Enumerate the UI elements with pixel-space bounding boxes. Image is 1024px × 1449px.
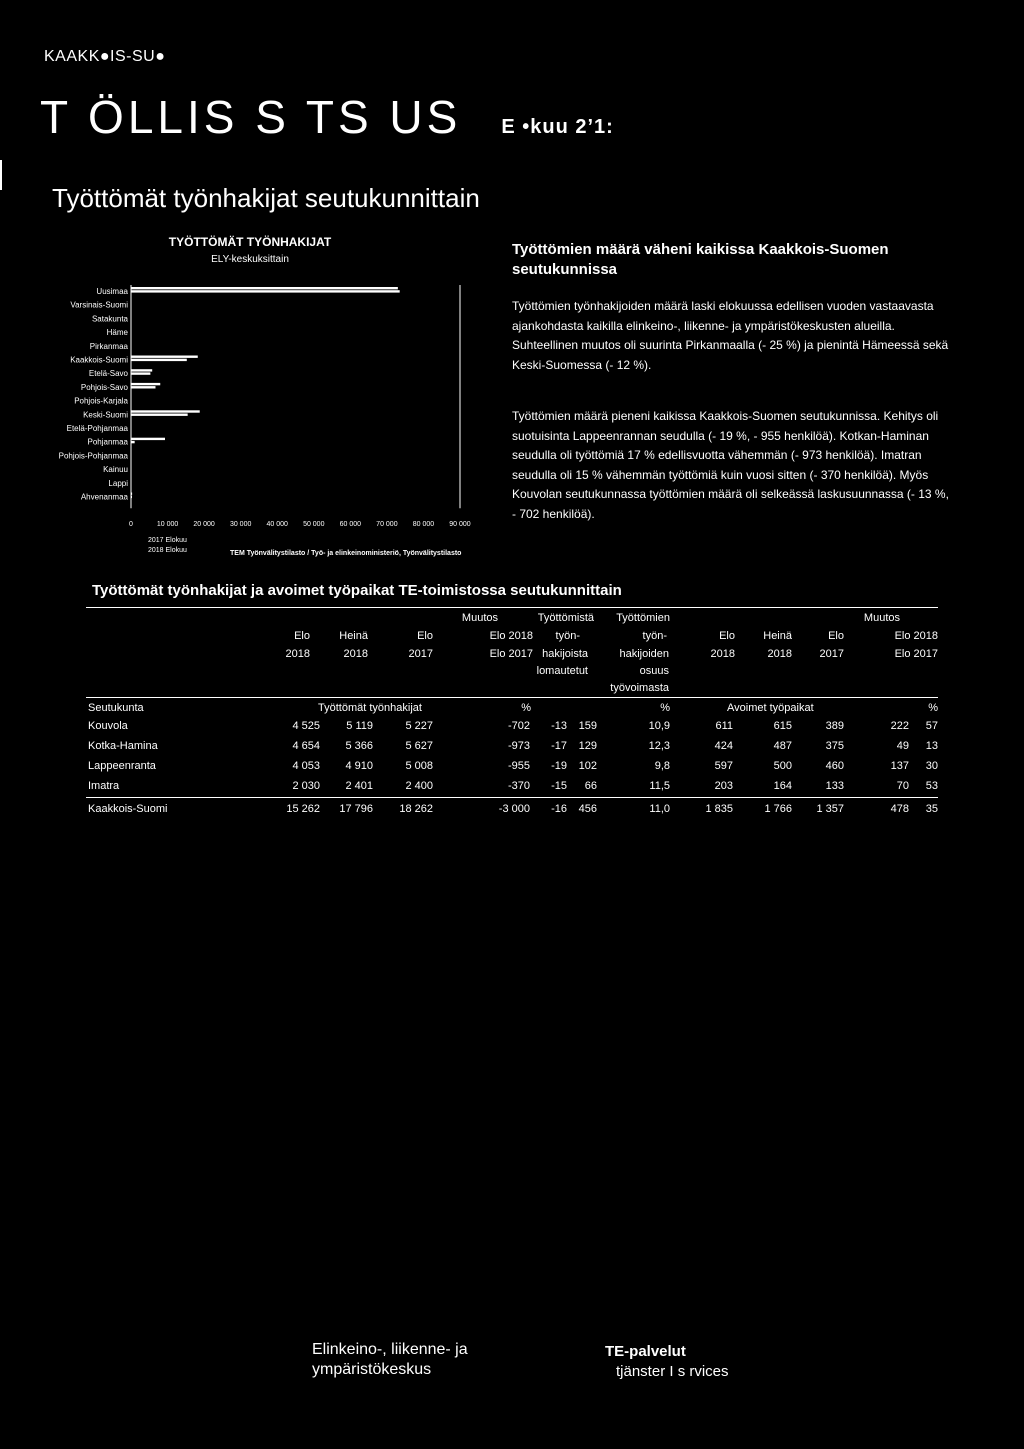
header-year-2018: 2018	[285, 648, 310, 660]
table-cell: -973	[507, 740, 530, 752]
right-heading: Työttömien määrä väheni kaikissa Kaakkois-Suomen seutukunnissa	[512, 241, 889, 278]
table-row-name: Lappeenranta	[88, 760, 156, 772]
bar	[131, 287, 398, 289]
table-cell: 4 525	[292, 720, 320, 732]
header-seutukunta: Seutukunta	[88, 702, 144, 714]
table-cell: 1 835	[705, 803, 733, 815]
category-label: Etelä-Pohjanmaa	[66, 424, 128, 433]
left-rule	[0, 160, 2, 190]
table-cell: 5 627	[405, 740, 433, 752]
x-tick-label: 10 000	[156, 521, 179, 529]
bar	[131, 441, 135, 443]
table-cell: 13	[925, 740, 938, 752]
table-cell: 11,5	[649, 780, 670, 792]
table-cell: 35	[925, 803, 938, 815]
x-tick-label: 60 000	[339, 521, 362, 529]
category-label: Häme	[106, 328, 128, 338]
table-cell: -19	[551, 760, 567, 772]
header-avoimet-tyopaikat: Avoimet työpaikat	[727, 702, 814, 714]
table-cell: 49	[896, 740, 909, 752]
table-cell: 70	[896, 780, 909, 792]
category-label: Varsinais-Suomi	[70, 300, 128, 310]
table-cell: 9,8	[654, 760, 670, 772]
table-cell: -370	[507, 780, 530, 792]
x-tick-label: 40 000	[266, 521, 288, 529]
bar	[131, 493, 132, 495]
category-label: Pohjois-Savo	[80, 382, 128, 392]
bar	[131, 438, 165, 440]
main-title-month: E •kuu 2’1:	[501, 116, 614, 138]
table-cell: 18 262	[399, 803, 433, 815]
header-tyovoimasta: työvoimasta	[610, 682, 669, 694]
header-elo-2b: Elo	[828, 630, 844, 642]
table-cell: 375	[825, 740, 844, 752]
header-muutos: Muutos	[461, 612, 498, 624]
x-tick-label: 30 000	[229, 521, 252, 529]
table-cell: -3 000	[498, 803, 530, 815]
table-cell: 4 654	[292, 740, 320, 752]
table-rule-top	[86, 607, 938, 608]
category-label: Pohjois-Karjala	[74, 396, 128, 406]
table-cell: 597	[714, 760, 733, 772]
table-cell: 57	[925, 720, 938, 732]
table-row-name: Imatra	[88, 780, 120, 792]
table-cell: -16	[551, 803, 567, 815]
category-label: Pirkanmaa	[89, 341, 128, 351]
chart-title: TYÖTTÖMÄT TYÖNHAKIJAT	[168, 235, 332, 249]
table-cell: 2 030	[292, 780, 320, 792]
table-cell: -702	[507, 720, 530, 732]
table-cell: 17 796	[339, 803, 373, 815]
category-label: Satakunta	[91, 314, 128, 324]
table-cell: 53	[925, 780, 938, 792]
ely-logo-line-1: Elinkeino-, liikenne- ja	[312, 1341, 468, 1358]
bar	[131, 359, 187, 361]
category-label: Kaakkois-Suomi	[70, 355, 128, 365]
table-cell: 15 262	[286, 803, 320, 815]
ely-logo-text	[312, 1340, 468, 1380]
header-year-2018-c: 2018	[710, 648, 735, 660]
table-cell: 4 053	[292, 760, 320, 772]
table-rule-mid	[86, 697, 938, 698]
header-pct-3: %	[928, 702, 938, 714]
bar	[131, 496, 132, 498]
table-cell: 164	[773, 780, 792, 792]
table-cell: 500	[773, 760, 792, 772]
x-tick-label: 0	[129, 521, 133, 529]
header-elo-b: Elo	[417, 630, 433, 642]
x-tick-label: 70 000	[376, 521, 398, 529]
right-paragraph-1: Työttömien työnhakijoiden määrä laski elokuussa edellisen vuoden vastaavasta ajankohdasta kaikilla elinkeino-, liikenne- ja ympäristökeskusten alueilla. Suhteellinen muutos oli suurinta Pirkanmaalla (- 25 %) ja pienintä Hämeessä sekä Keski-Suomessa (- 12 %).	[512, 299, 949, 372]
category-label: Pohjanmaa	[87, 437, 128, 447]
header-year-2018-b: 2018	[343, 648, 368, 660]
table-cell: 5 119	[346, 720, 373, 732]
category-label: Lappi	[108, 478, 128, 488]
table-cell: 66	[584, 780, 597, 792]
header-elo-2017-b: Elo 2017	[894, 648, 938, 660]
bar	[131, 414, 188, 416]
header-elo-2017: Elo 2017	[489, 648, 533, 660]
header-hakijoiden: hakijoiden	[619, 648, 669, 660]
bar	[131, 383, 160, 385]
header-lomautetut: lomautetut	[536, 665, 588, 677]
table-cell: 133	[825, 780, 844, 792]
table-cell: 222	[890, 720, 909, 732]
header-elo-2: Elo	[719, 630, 735, 642]
header-muutos-2: Muutos	[863, 612, 900, 624]
table-cell: 203	[714, 780, 733, 792]
header-year-2017-b: 2017	[819, 648, 844, 660]
table-cell: 5 366	[345, 740, 373, 752]
header-elo-2018-b: Elo 2018	[894, 630, 938, 642]
header-osuus: osuus	[639, 665, 669, 677]
table-cell: 1 357	[816, 803, 844, 815]
table-cell: 5 227	[405, 720, 433, 732]
x-tick-label: 90 000	[449, 521, 471, 529]
category-label: Kainuu	[103, 465, 128, 475]
legend-entry: 2018 Elokuu	[148, 547, 187, 555]
header-pct-2: %	[660, 702, 670, 714]
table-cell: -15	[551, 780, 567, 792]
header-pct: %	[521, 702, 531, 714]
table-cell: 30	[925, 760, 938, 772]
category-label: Uusimaa	[96, 287, 128, 296]
chart-source: TEM Työnvälitystilasto / Työ- ja elinkeinoministeriö, Työnvälitystilasto	[230, 550, 462, 557]
table-cell: 615	[773, 720, 792, 732]
header-year-2017: 2017	[408, 648, 433, 660]
table-cell: 389	[825, 720, 844, 732]
bar	[131, 372, 150, 374]
x-tick-label: 50 000	[303, 521, 325, 529]
main-title	[40, 90, 614, 144]
table-row-name: Kouvola	[88, 720, 128, 732]
table-cell: 2 401	[345, 780, 373, 792]
header-year-2018-d: 2018	[767, 648, 792, 660]
section-title: Työttömät työnhakijat seutukunnittain	[52, 183, 480, 213]
table-cell: -13	[551, 720, 567, 732]
bar	[131, 386, 155, 388]
ely-logo-line-2: ympäristökeskus	[312, 1361, 432, 1378]
table-cell: 611	[715, 720, 733, 732]
x-tick-label: 80 000	[412, 521, 435, 529]
main-title-text: T ÖLLIS S TS US	[40, 91, 462, 143]
table-cell: 11,0	[649, 803, 670, 815]
header-heina-2: Heinä	[763, 630, 792, 642]
table-cell: 424	[714, 740, 733, 752]
te-logo-subtitle: tjänster I s rvices	[616, 1363, 729, 1380]
table-cell: 460	[825, 760, 844, 772]
chart-subtitle: ELY-keskuksittain	[211, 254, 289, 265]
table-cell: 159	[578, 720, 597, 732]
category-label: Ahvenanmaa	[80, 492, 128, 502]
region-label: KAAKK●IS-SU●	[44, 48, 166, 65]
table-cell: -17	[551, 740, 567, 752]
legend-entry: 2017 Elokuu	[148, 537, 187, 545]
table-cell: 12,3	[648, 740, 670, 752]
table-cell: 2 400	[405, 780, 433, 792]
table-cell: 137	[890, 760, 909, 772]
header-tyottomista: Työttömistä	[537, 612, 594, 624]
table-row-name: Kaakkois-Suomi	[88, 803, 168, 815]
table-cell: 487	[773, 740, 792, 752]
table-cell: 456	[578, 803, 597, 815]
header-elo-2018: Elo 2018	[489, 630, 533, 642]
table-cell: 10,9	[648, 720, 670, 732]
table-cell: -955	[507, 760, 530, 772]
bar	[131, 410, 200, 412]
header-hakijoista: hakijoista	[542, 648, 588, 660]
header-tyottomat-tyonhakijat: Työttömät työnhakijat	[318, 702, 422, 714]
table-title: Työttömät työnhakijat ja avoimet työpaikat TE-toimistossa seutukunnittain	[92, 582, 622, 599]
table-cell: 4 910	[345, 760, 373, 772]
category-label: Pohjois-Pohjanmaa	[58, 451, 128, 461]
te-logo-title: TE-palvelut	[605, 1343, 686, 1360]
header-heina: Heinä	[339, 630, 368, 642]
bar	[131, 356, 198, 358]
bar	[131, 290, 400, 292]
right-paragraph-2: Työttömien määrä pieneni kaikissa Kaakkois-Suomen seutukunnissa. Kehitys oli suotuisinta Lappeenrannan seudulla (- 19 %, - 955 henkilöä). Kotkan-Haminan seudulla oli työttömiä 17 % edellisvuotta vähemmän (- 973 henkilöä). Imatran seudulla oli 15 % vähemmän työttömiä kuin vuosi sitten (- 370 henkilöä). Myös Kouvolan seutukunnassa työttömien määrä oli selkeässä laskusuunnassa (- 13 %, - 702 henkilöä).	[512, 409, 949, 521]
header-tyottomien: Työttömien	[616, 612, 670, 624]
table-cell: 5 008	[405, 760, 433, 772]
category-label: Keski-Suomi	[83, 410, 128, 420]
table-cell: 1 766	[764, 803, 792, 815]
table-cell: 129	[578, 740, 597, 752]
bar	[131, 369, 152, 371]
table-cell: 102	[578, 760, 597, 772]
table-cell: 478	[890, 803, 909, 815]
category-label: Etelä-Savo	[88, 369, 128, 379]
header-tyon: työn-	[555, 630, 580, 642]
header-tyon-2: työn-	[642, 630, 667, 642]
table-rule-sum	[86, 797, 938, 798]
x-tick-label: 20 000	[193, 521, 215, 529]
header-elo: Elo	[294, 630, 310, 642]
table-row-name: Kotka-Hamina	[88, 740, 158, 752]
